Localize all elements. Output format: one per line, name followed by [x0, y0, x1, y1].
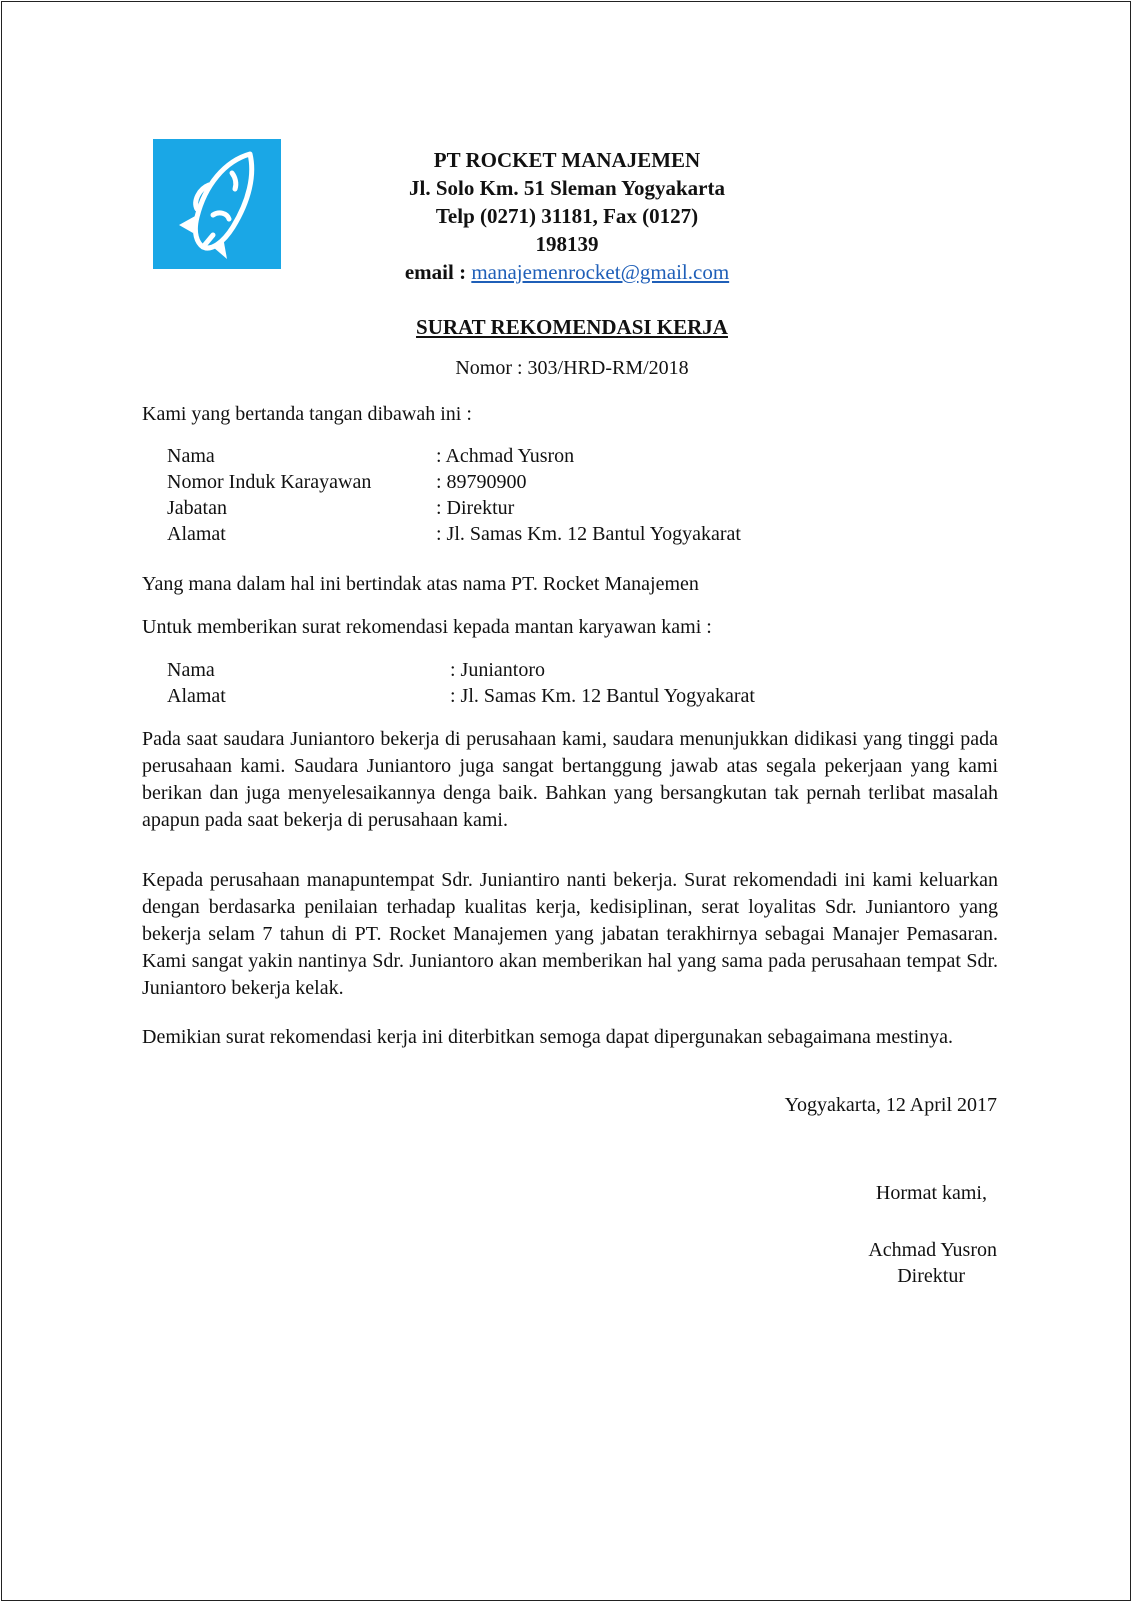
purpose-text: Untuk memberikan surat rekomendasi kepada mantan karyawan kami : — [142, 616, 712, 638]
signer-name: Achmad Yusron — [868, 1239, 997, 1261]
signer-value: : Jl. Samas Km. 12 Bantul Yogyakarat — [436, 523, 741, 545]
letter-number: Nomor : 303/HRD-RM/2018 — [455, 357, 689, 379]
employee-label: Nama — [167, 659, 215, 681]
signer-label: Nomor Induk Karayawan — [167, 471, 372, 493]
employee-label: Alamat — [167, 685, 226, 707]
company-address: Jl. Solo Km. 51 Sleman Yogyakarta — [409, 176, 725, 200]
employee-value: : Jl. Samas Km. 12 Bantul Yogyakarat — [450, 685, 755, 707]
company-logo — [153, 139, 281, 269]
closing-text: Hormat kami, — [875, 1182, 987, 1204]
body-paragraph-2: Kepada perusahaan manapuntempat Sdr. Juniantiro nanti bekerja. Surat rekomendadi ini kami keluarkan dengan berdasarka penilaian terhadap kualitas kerja, kedisiplinan, serat loyalitas Sdr. Juniantoro yang bekerja selam 7 tahun di PT. Rocket Manajemen yang jabatan terakhirnya sebagai Manajer Pemasaran. Kami sangat yakin nantinya Sdr. Juniantoro akan memberikan hal yang sama pada perusahaan tempat Sdr. Juniantoro bekerja kelak. — [142, 869, 998, 999]
signer-label: Alamat — [167, 523, 226, 545]
letter-page — [1, 1, 1131, 1601]
signer-value: : Direktur — [436, 497, 515, 519]
signer-label: Nama — [167, 445, 215, 467]
company-email-line — [402, 258, 732, 286]
intro-text: Kami yang bertanda tangan dibawah ini : — [142, 403, 472, 425]
email-label: email : — [404, 260, 472, 284]
rocket-icon — [153, 139, 281, 269]
letter-title: SURAT REKOMENDASI KERJA — [416, 315, 728, 339]
email-link[interactable]: manajemenrocket@gmail.com — [471, 260, 730, 284]
body-paragraph-3: Demikian surat rekomendasi kerja ini diterbitkan semoga dapat dipergunakan sebagaimana mestinya. — [142, 1026, 954, 1048]
letterhead — [402, 146, 732, 286]
employee-value: : Juniantoro — [450, 659, 545, 681]
signer-title: Direktur — [897, 1265, 965, 1287]
signer-label: Jabatan — [167, 497, 227, 519]
place-date: Yogyakarta, 12 April 2017 — [784, 1094, 997, 1116]
body-paragraph-1: Pada saat saudara Juniantoro bekerja di perusahaan kami, saudara menunjukkan didikasi yang tinggi pada perusahaan kami. Saudara Juniantoro juga sangat bertanggung jawab atas segala pekerjaan yang kami berikan dan juga menyelesaikannya denga baik. Bahkan yang bersangkutan tak pernah terlibat masalah apapun pada saat bekerja di perusahaan kami. — [142, 728, 998, 831]
signer-value: : Achmad Yusron — [436, 445, 575, 467]
acting-text: Yang mana dalam hal ini bertindak atas nama PT. Rocket Manajemen — [142, 573, 699, 595]
company-name: PT ROCKET MANAJEMEN — [433, 148, 701, 172]
company-phone-fax: Telp (0271) 31181, Fax (0127) 198139 — [435, 204, 699, 256]
signer-value: : 89790900 — [436, 471, 527, 493]
